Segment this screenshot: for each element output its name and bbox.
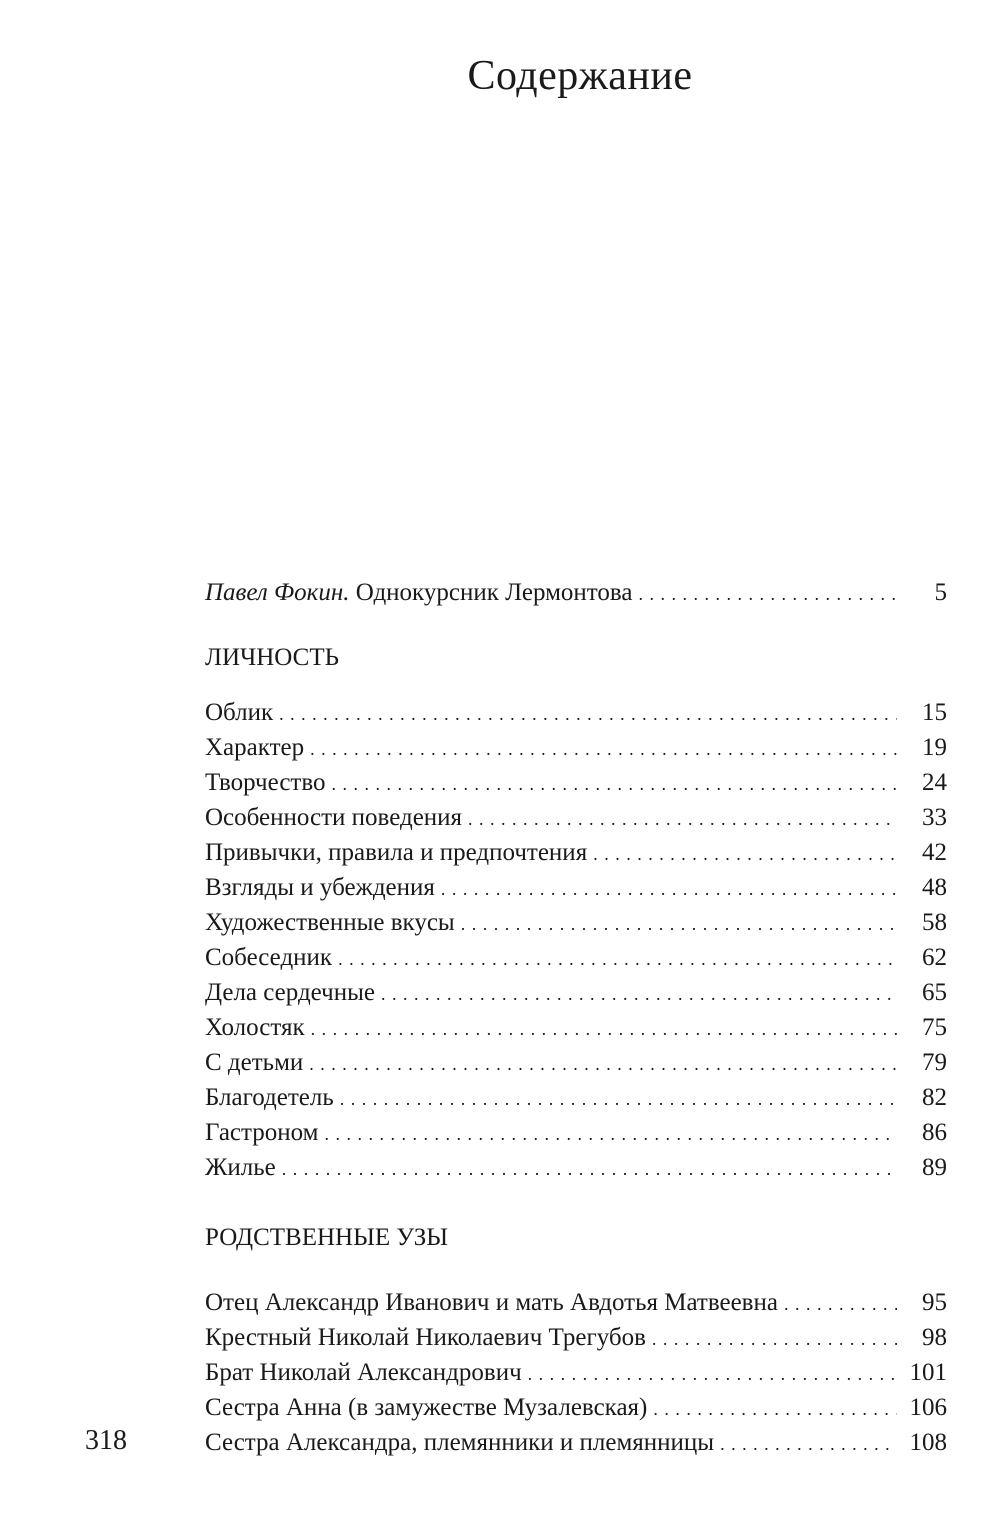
entry-title: Взгляды и убеждения: [205, 874, 435, 901]
entry-title: Облик: [205, 699, 274, 726]
entry-page: 62: [922, 944, 947, 971]
toc-entry: [205, 1320, 947, 1355]
entry-title: Однокурсник Лермонтова: [355, 579, 633, 606]
toc-entry: [205, 1045, 947, 1080]
entry-page: 75: [922, 1014, 947, 1041]
dot-leader: [528, 1357, 897, 1392]
entry-title: Брат Николай Александрович: [205, 1359, 522, 1386]
toc-entry: [205, 800, 947, 835]
dot-leader: [461, 907, 897, 942]
entry-title: Творчество: [205, 769, 326, 796]
toc-entry: [205, 870, 947, 905]
toc-entry: [205, 1285, 947, 1320]
dot-leader: [331, 767, 897, 802]
toc-entry: [205, 575, 947, 610]
entry-title: Крестный Николай Николаевич Трегубов: [205, 1324, 646, 1351]
toc-entry: [205, 765, 947, 800]
entry-author: Павел Фокин.: [205, 579, 350, 606]
section-heading: ЛИЧНОСТЬ: [205, 644, 339, 671]
entry-title: Привычки, правила и предпочтения: [205, 839, 588, 866]
entry-title: Собеседник: [205, 944, 333, 971]
dot-leader: [381, 977, 897, 1012]
dot-leader: [324, 1117, 897, 1152]
toc-entry: [205, 730, 947, 765]
entry-title: Жилье: [205, 1154, 276, 1181]
dot-leader: [441, 872, 897, 907]
dot-leader: [310, 732, 897, 767]
toc-entry: [205, 695, 947, 730]
dot-leader: [638, 577, 897, 612]
toc-intro: [205, 575, 947, 610]
toc-entry: [205, 975, 947, 1010]
entry-title: Холостяк: [205, 1014, 305, 1041]
dot-leader: [652, 1322, 897, 1357]
entry-page: 79: [922, 1049, 947, 1076]
entry-page: 108: [909, 1429, 947, 1456]
dot-leader: [784, 1287, 897, 1322]
entry-page: 101: [909, 1359, 947, 1386]
entry-page: 95: [922, 1289, 947, 1316]
toc-entry: [205, 1080, 947, 1115]
toc-entry: [205, 835, 947, 870]
entry-title: Отец Александр Иванович и мать Авдотья Матвеевна: [205, 1289, 778, 1316]
dot-leader: [653, 1392, 897, 1427]
entry-page: 42: [922, 839, 947, 866]
entry-title: Сестра Анна (в замужестве Музалевская): [205, 1394, 648, 1421]
dot-leader: [279, 697, 897, 732]
toc-section-1: [205, 640, 947, 1185]
page-number: 318: [85, 1425, 127, 1456]
dot-leader: [720, 1427, 897, 1462]
entry-page: 89: [922, 1154, 947, 1181]
section-heading: РОДСТВЕННЫЕ УЗЫ: [205, 1224, 449, 1251]
toc-entry: [205, 1115, 947, 1150]
entry-page: 19: [922, 734, 947, 761]
entry-page: 58: [922, 909, 947, 936]
toc-section-2: [205, 1220, 947, 1460]
toc-entry: [205, 905, 947, 940]
dot-leader: [309, 1047, 897, 1082]
entry-title: Характер: [205, 734, 305, 761]
entry-page: 5: [934, 579, 947, 606]
entry-page: 86: [922, 1119, 947, 1146]
entry-title: Гастроном: [205, 1119, 319, 1146]
entry-title: Особенности поведения: [205, 804, 463, 831]
dot-leader: [468, 802, 897, 837]
entry-page: 98: [922, 1324, 947, 1351]
toc-entry: [205, 940, 947, 975]
entry-title: Художественные вкусы: [205, 909, 455, 936]
dot-leader: [593, 837, 897, 872]
dot-leader: [340, 1082, 897, 1117]
toc-entry: [205, 1390, 947, 1425]
entry-page: 106: [909, 1394, 947, 1421]
entry-title: Сестра Александра, племянники и племянницы: [205, 1429, 715, 1456]
entry-page: 65: [922, 979, 947, 1006]
dot-leader: [338, 942, 897, 977]
toc-entry: [205, 1425, 947, 1460]
entry-title: Дела сердечные: [205, 979, 375, 1006]
entry-page: 82: [922, 1084, 947, 1111]
toc-entry: [205, 1010, 947, 1045]
entry-page: 48: [922, 874, 947, 901]
toc-entry: [205, 1355, 947, 1390]
toc-entry: [205, 1150, 947, 1185]
page-title: Содержание: [467, 53, 693, 99]
entry-title: Благодетель: [205, 1084, 334, 1111]
entry-title: С детьми: [205, 1049, 304, 1076]
entry-page: 33: [922, 804, 947, 831]
entry-page: 15: [922, 699, 947, 726]
entry-page: 24: [922, 769, 947, 796]
dot-leader: [282, 1152, 897, 1187]
dot-leader: [311, 1012, 897, 1047]
